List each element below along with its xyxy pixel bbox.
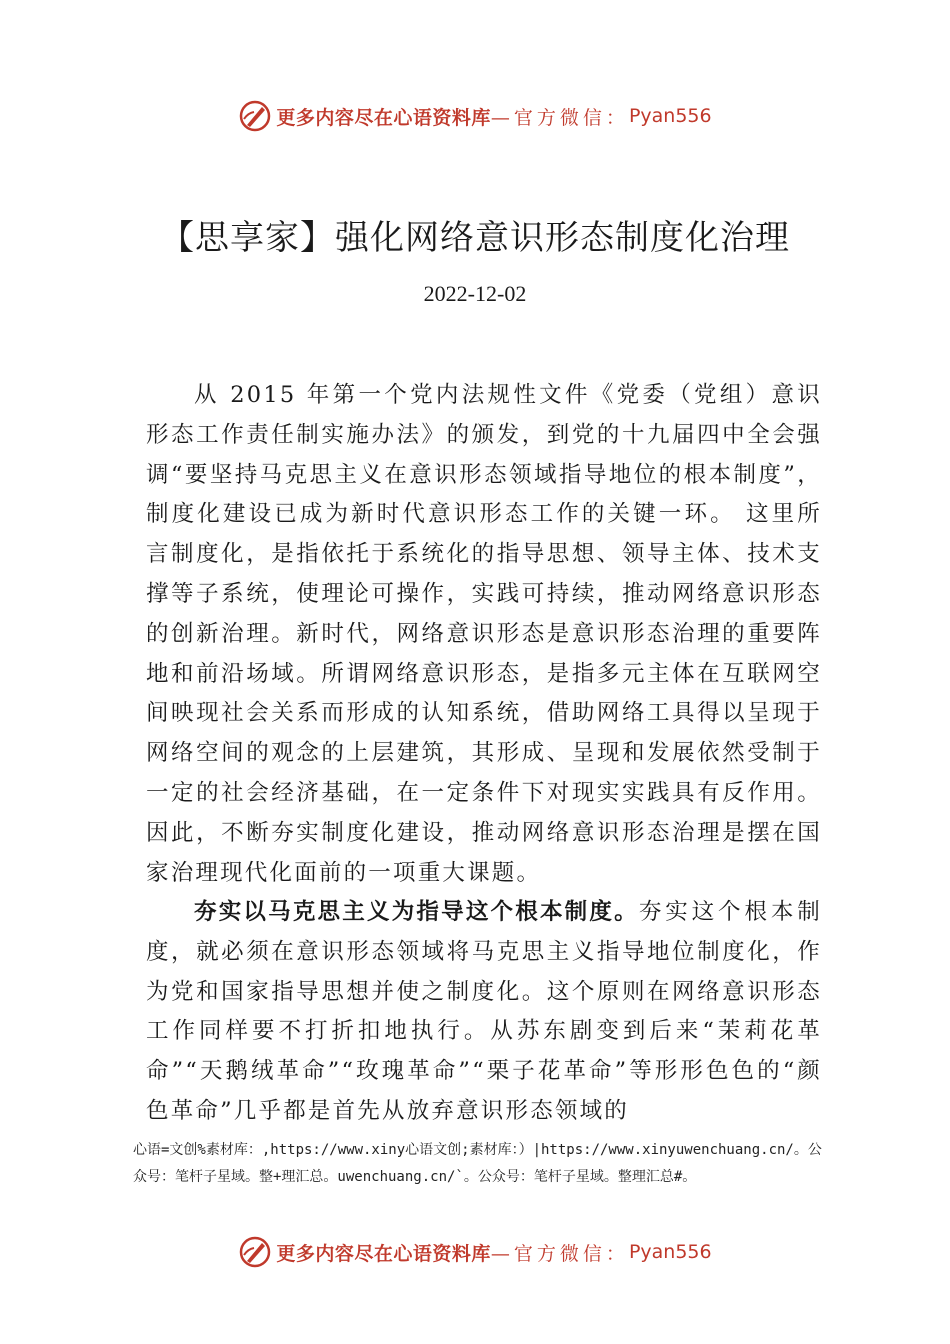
watermark-text: 心语=文创%素材库：,https://www.xiny心语文创;素材库：）|https://www.xinyuwenchuang.cn/。公众号：笔杆子星域。整+理汇总。uwenchuang.cn/`。公众号：笔杆子星域。整理汇总#。 — [133, 1142, 822, 1185]
banner-library-text: 更多内容尽在心语资料库 — [276, 1242, 491, 1265]
paragraph-2-body: 夯实这个根本制度，就必须在意识形态领域将马克思主义指导地位制度化，作为党和国家指导思想并使之制度化。这个原则在网络意识形态工作同样要不打折扣地执行。从苏东剧变到后来“茉莉花革命”“天鹅绒革命”“玫瑰革命”“栗子花革命”等形形色色的“颜色革命”几乎都是首先从放弃意识形态领域的 — [146, 899, 822, 1124]
header-banner — [0, 96, 950, 136]
banner-wechat-label: —官方微信： — [490, 1242, 629, 1265]
banner-wechat-id: Pyan556 — [628, 1241, 712, 1263]
quill-pen-circle-icon — [238, 99, 272, 133]
paragraph-1: 从 2015 年第一个党内法规性文件《党委（党组）意识形态工作责任制实施办法》的颁发，到党的十九届四中全会强调“要坚持马克思主义在意识形态领域指导地位的根本制度”，制度化建设已成为新时代意识形态工作的关键一环。 这里所言制度化，是指依托于系统化的指导思想、领导主体、技术支撑等子系统，使理论可操作，实践可持续，推动网络意识形态的创新治理。新时代，网络意识形态是意识形态治理的重要阵地和前沿场域。所谓网络意识形态，是指多元主体在互联网空间映现社会关系而形成的认知系统，借助网络工具得以呈现于网络空间的观念的上层建筑，其形成、呈现和发展依然受制于一定的社会经济基础，在一定条件下对现实实践具有反作用。因此，不断夯实制度化建设，推动网络意识形态治理是摆在国家治理现代化面前的一项重大课题。 — [146, 382, 822, 886]
paragraph-2 — [146, 893, 822, 1132]
banner-library-text: 更多内容尽在心语资料库 — [276, 106, 491, 129]
quill-pen-circle-icon — [238, 1235, 272, 1269]
document-title: 【思享家】强化网络意识形态制度化治理 — [160, 218, 790, 258]
document-date: 2022-12-02 — [423, 281, 527, 306]
paragraph-2-lead: 夯实以马克思主义为指导这个根本制度。 — [194, 899, 639, 925]
footer-banner — [0, 1232, 950, 1272]
banner-wechat-id: Pyan556 — [628, 105, 712, 127]
banner-wechat-label: —官方微信： — [490, 106, 629, 129]
